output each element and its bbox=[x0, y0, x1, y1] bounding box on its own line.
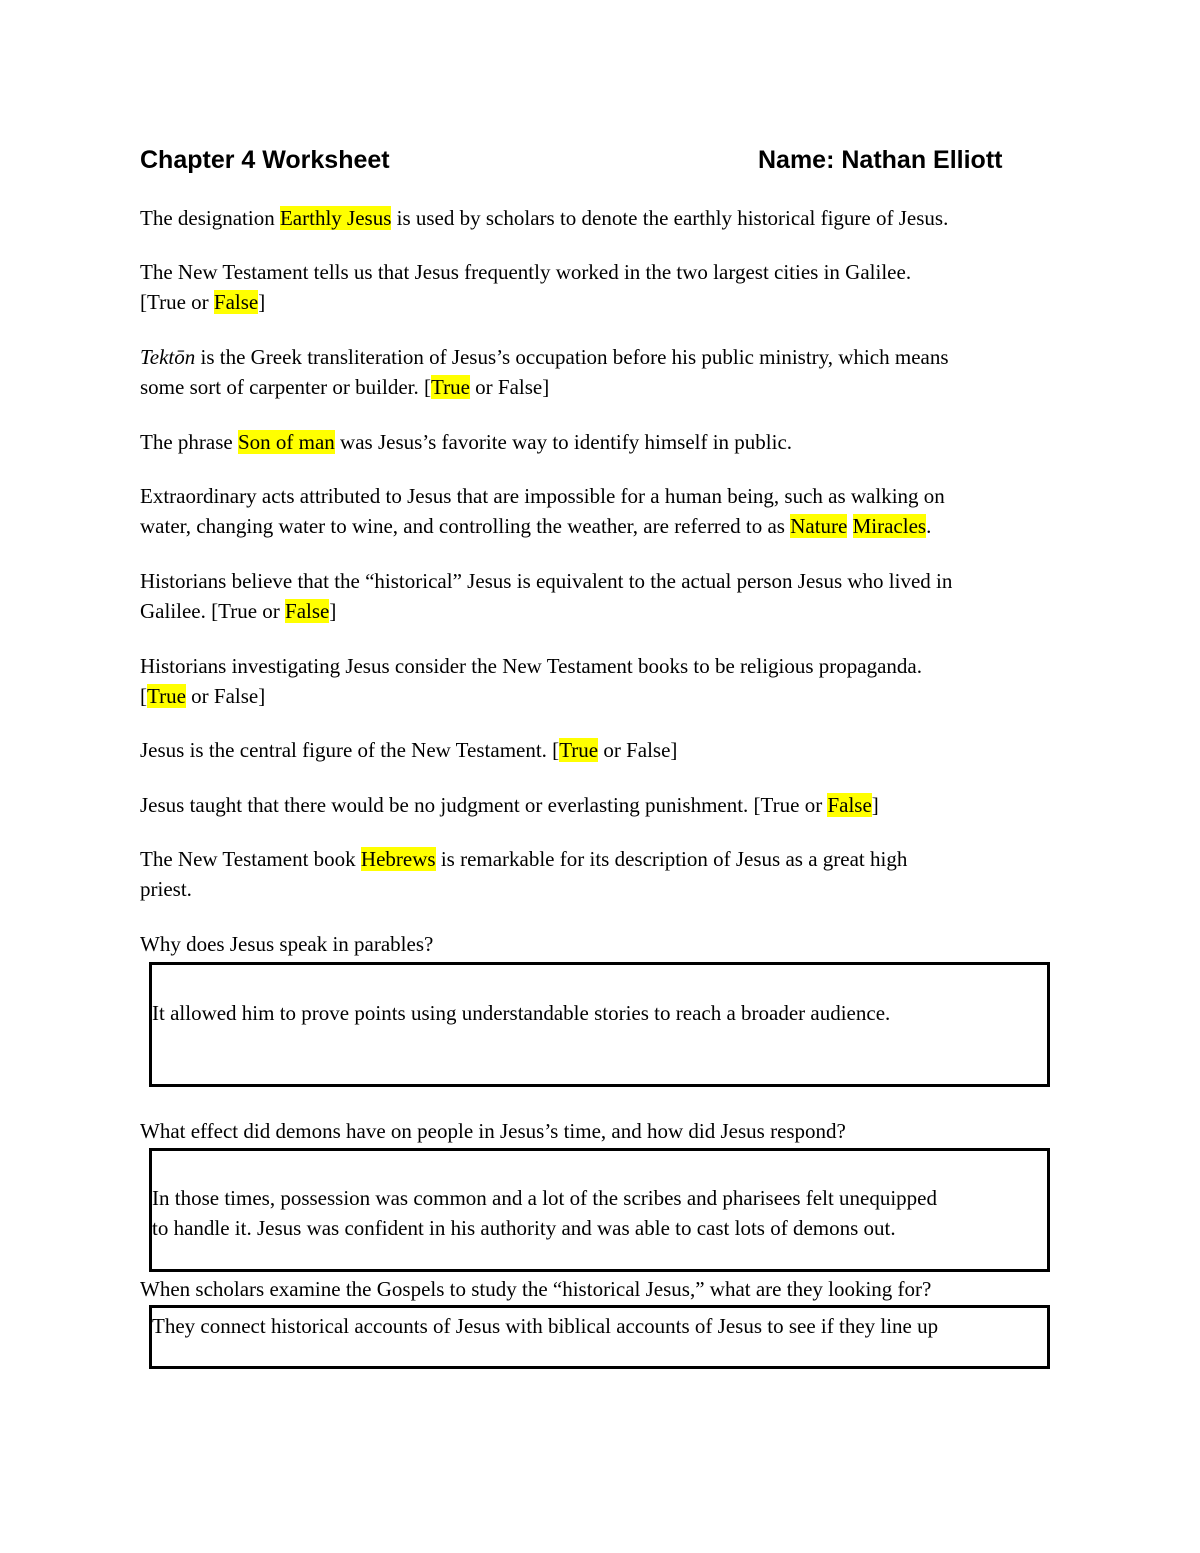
worksheet-title: Chapter 4 Worksheet bbox=[140, 146, 390, 174]
answer-highlight: Earthly Jesus bbox=[279, 206, 392, 230]
answer-highlight: Nature bbox=[790, 514, 848, 538]
question-10: The New Testament book Hebrews is remarkable for its description of Jesus as a great high priest. bbox=[140, 847, 908, 901]
question-12: What effect did demons have on people in Jesus’s time, and how did Jesus respond? bbox=[140, 1119, 846, 1143]
header bbox=[140, 146, 1040, 180]
question-4: The phrase Son of man was Jesus’s favorite way to identify himself in public. bbox=[140, 430, 793, 454]
answer-highlight: True bbox=[559, 738, 599, 762]
question-8: Jesus is the central figure of the New Testament. [True or False] bbox=[140, 738, 678, 762]
answer-text: It allowed him to prove points using understandable stories to reach a broader audience. bbox=[152, 1001, 891, 1025]
question-3: Tektōn is the Greek transliteration of Jesus’s occupation before his public ministry, which means some sort of carpenter or builder. [True or False] bbox=[140, 345, 949, 399]
answer-highlight: False bbox=[285, 599, 330, 623]
answer-box-12[interactable] bbox=[149, 1148, 1050, 1272]
student-name: Name: Nathan Elliott bbox=[758, 146, 1003, 174]
term-tekton: Tektōn bbox=[140, 345, 196, 369]
question-1: The designation Earthly Jesus is used by scholars to denote the earthly historical figure of Jesus. bbox=[140, 206, 949, 230]
answer-highlight: Miracles bbox=[852, 514, 927, 538]
answer-highlight: False bbox=[827, 793, 872, 817]
answer-highlight: Hebrews bbox=[360, 847, 436, 871]
question-6: Historians believe that the “historical” Jesus is equivalent to the actual person Jesus who lived in Galilee. [True or False] bbox=[140, 569, 953, 623]
question-9: Jesus taught that there would be no judgment or everlasting punishment. [True or False] bbox=[140, 793, 879, 817]
answer-highlight: Son of man bbox=[237, 430, 335, 454]
question-5: Extraordinary acts attributed to Jesus that are impossible for a human being, such as walking on water, changing water to wine, and controlling the weather, are referred to as Nature Miracles. bbox=[140, 484, 945, 538]
answer-box-11[interactable] bbox=[149, 962, 1050, 1087]
question-11: Why does Jesus speak in parables? bbox=[140, 932, 434, 956]
question-13: When scholars examine the Gospels to study the “historical Jesus,” what are they looking for? bbox=[140, 1277, 932, 1301]
answer-highlight: False bbox=[213, 290, 259, 314]
answer-highlight: True bbox=[431, 375, 470, 399]
answer-text: to handle it. Jesus was confident in his authority and was able to cast lots of demons out. bbox=[152, 1216, 896, 1240]
answer-highlight: True bbox=[147, 684, 186, 708]
question-7: Historians investigating Jesus consider the New Testament books to be religious propaganda. [True or False] bbox=[140, 654, 922, 708]
question-2: The New Testament tells us that Jesus frequently worked in the two largest cities in Galilee. [True or False] bbox=[140, 260, 912, 314]
answer-text: In those times, possession was common and a lot of the scribes and pharisees felt unequipped bbox=[152, 1186, 937, 1210]
answer-text: They connect historical accounts of Jesus with biblical accounts of Jesus to see if they line up bbox=[152, 1314, 939, 1338]
answer-box-13[interactable] bbox=[149, 1305, 1050, 1369]
